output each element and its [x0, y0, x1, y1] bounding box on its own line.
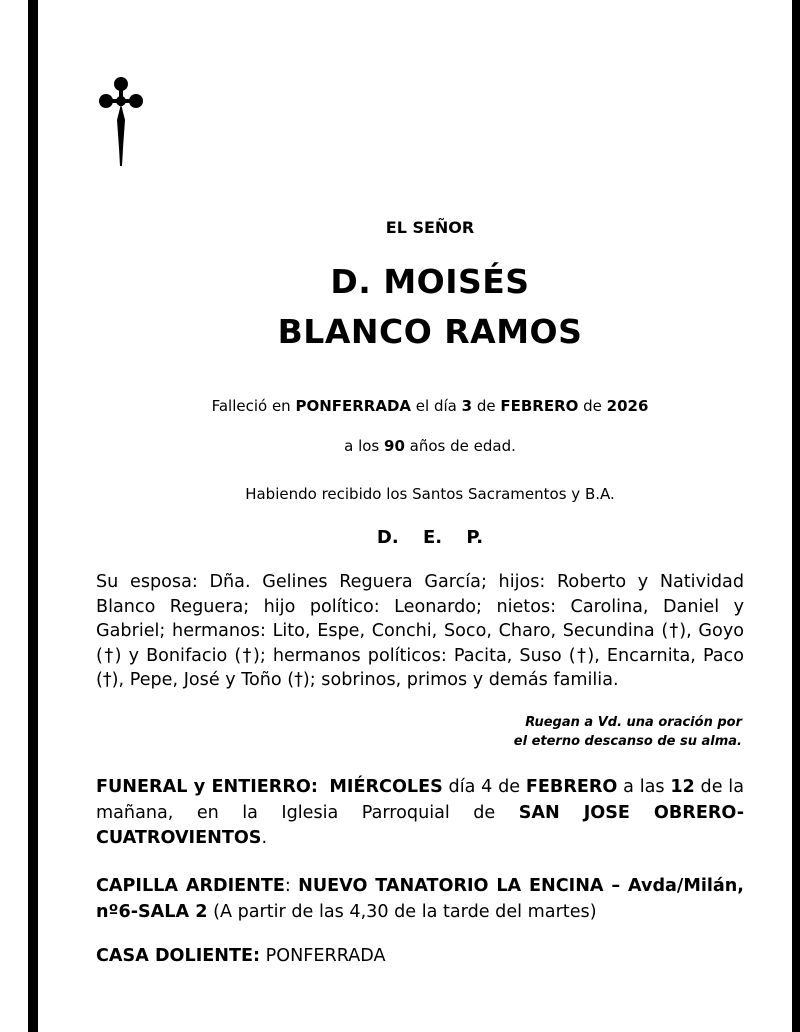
dep-line: D. E. P. [376, 527, 484, 548]
left-border-bar [28, 0, 38, 1032]
heading: EL SEÑOR [385, 218, 475, 237]
casa-doliente: CASA DOLIENTE: PONFERRADA [96, 946, 386, 966]
age-line: a los 90 años de edad. [344, 437, 516, 455]
sacraments-line: Habiendo recibido los Santos Sacramentos y B.A. [245, 485, 615, 503]
funeral-info: FUNERAL y ENTIERRO: MIÉRCOLES día 4 de FEBRERO a las 12 de la mañana, en la Iglesia Parroquial de SAN JOSE OBRERO-CUATROVIENTOS. [96, 777, 744, 848]
deceased-name-line2: BLANCO RAMOS [277, 312, 583, 351]
family-paragraph: Su esposa: Dña. Gelines Reguera García; hijos: Roberto y Natividad Blanco Reguera; hijo político: Leonardo; nietos: Carolina, Daniel y Gabriel; hermanos: Lito, Espe, Conchi, Soco, Charo, Secundina (†), Goyo (†) y Bonifacio (†); hermanos políticos: Pacita, Suso (†), Encarnita, Paco (†), Pepe, José y Toño (†); sobrinos, primos y demás familia. [96, 572, 744, 691]
deceased-name-line1: D. MOISÉS [330, 262, 530, 301]
cross-icon [98, 76, 144, 168]
death-notice: Falleció en PONFERRADA el día 3 de FEBRERO de 2026 [211, 397, 649, 415]
prayer-request [400, 713, 742, 751]
right-border-bar [792, 0, 800, 1032]
prayer-line2: el eterno descanso de su alma. [513, 734, 742, 749]
capilla-info: CAPILLA ARDIENTE: NUEVO TANATORIO LA ENCINA – Avda/Milán, nº6-SALA 2 (A partir de las 4,30 de la tarde del martes) [96, 876, 744, 922]
prayer-line1: Ruegan a Vd. una oración por [525, 715, 742, 730]
